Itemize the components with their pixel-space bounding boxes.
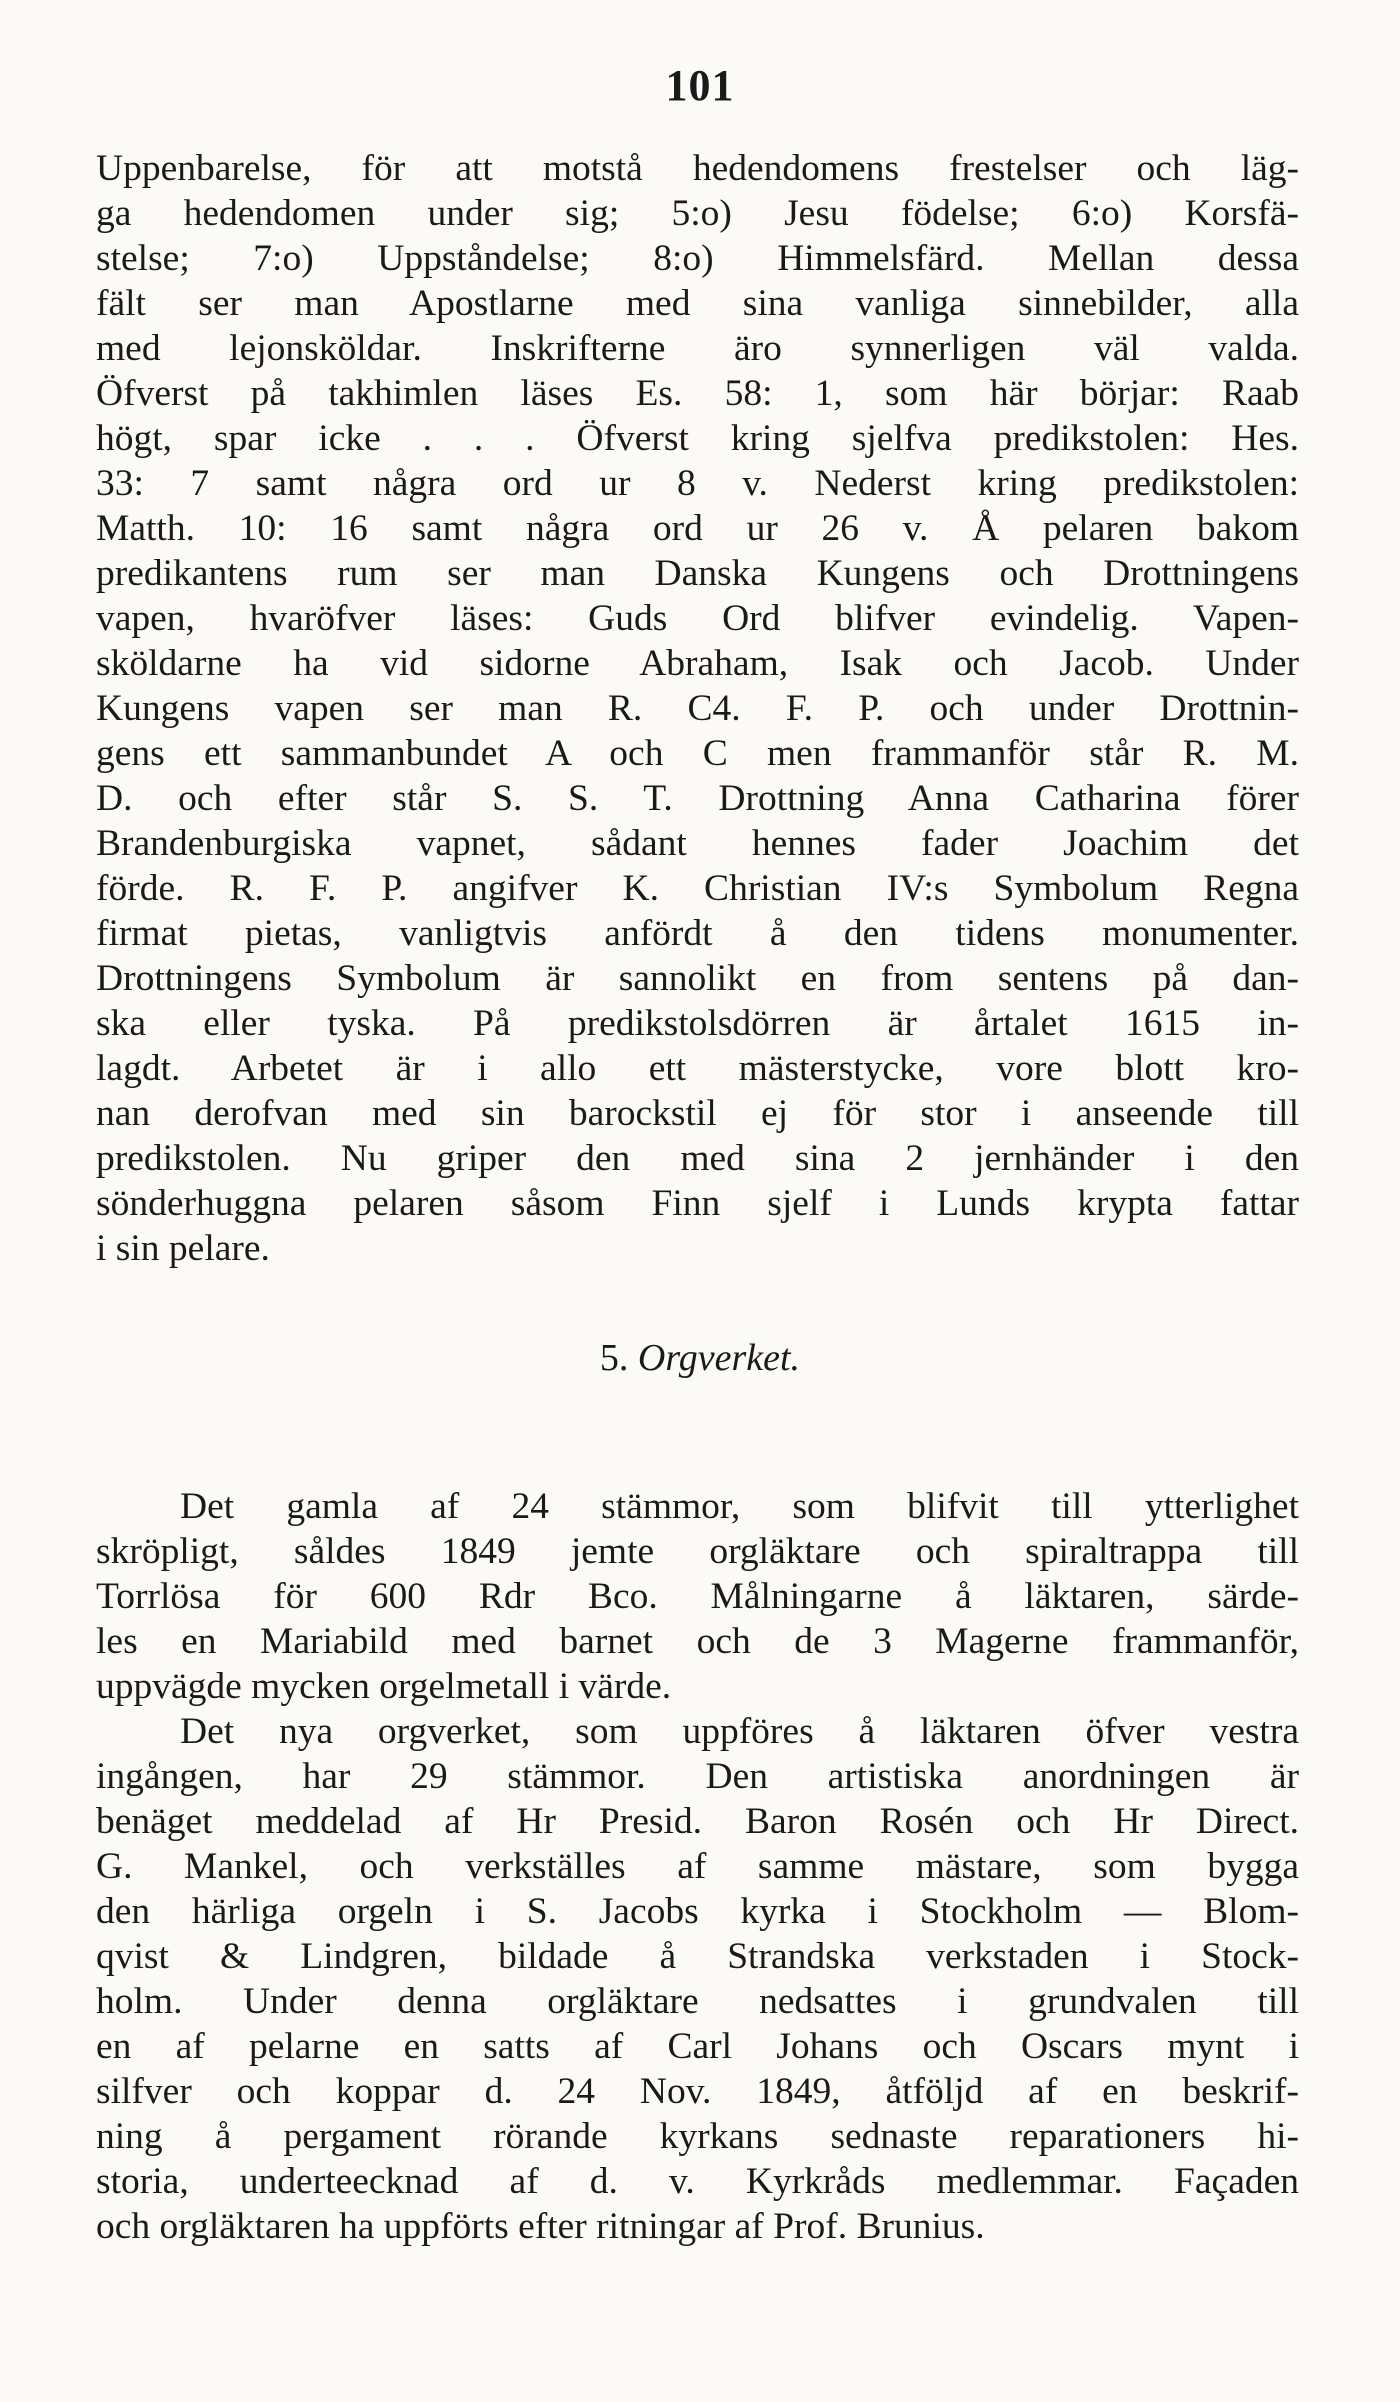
text-line: Brandenburgiska vapnet, sådant hennes fader Joachim det — [96, 823, 1299, 864]
text-line: Öfverst på takhimlen läses Es. 58: 1, som här börjar: Raab — [96, 373, 1299, 414]
text-line: uppvägde mycken orgelmetall i värde. — [96, 1666, 672, 1707]
text-line: med lejonsköldar. Inskrifterne äro synnerligen väl valda. — [96, 328, 1299, 369]
text-line: den härliga orgeln i S. Jacobs kyrka i Stockholm — Blom- — [96, 1891, 1299, 1932]
text-line: gens ett sammanbundet A och C men frammanför står R. M. — [96, 733, 1299, 774]
text-line: högt, spar icke . . . Öfverst kring sjelfva predikstolen: Hes. — [96, 418, 1299, 459]
text-line: benäget meddelad af Hr Presid. Baron Rosén och Hr Direct. — [96, 1801, 1299, 1842]
text-line: Det gamla af 24 stämmor, som blifvit till ytterlighet — [180, 1486, 1299, 1527]
text-line: fält ser man Apostlarne med sina vanliga sinnebilder, alla — [96, 283, 1299, 324]
text-line: 33: 7 samt några ord ur 8 v. Nederst kring predikstolen: — [96, 463, 1299, 504]
text-line: ga hedendomen under sig; 5:o) Jesu födelse; 6:o) Korsfä- — [96, 193, 1299, 234]
text-line: Det nya orgverket, som uppföres å läktaren öfver vestra — [180, 1711, 1299, 1752]
text-line: G. Mankel, och verkställes af samme mästare, som bygga — [96, 1846, 1299, 1887]
text-line: Matth. 10: 16 samt några ord ur 26 v. Å pelaren bakom — [96, 508, 1299, 549]
text-line: storia, underteecknad af d. v. Kyrkråds medlemmar. Façaden — [96, 2161, 1299, 2202]
text-line: en af pelarne en satts af Carl Johans och Oscars mynt i — [96, 2026, 1299, 2067]
text-line: ingången, har 29 stämmor. Den artistiska anordningen är — [96, 1756, 1299, 1797]
text-line: predikstolen. Nu griper den med sina 2 jernhänder i den — [96, 1138, 1299, 1179]
text-line: nan derofvan med sin barockstil ej för stor i anseende till — [96, 1093, 1299, 1134]
paragraph-pulpit-description — [96, 146, 1299, 1271]
text-line: sönderhuggna pelaren såsom Finn sjelf i Lunds krypta fattar — [96, 1183, 1299, 1224]
text-line: Drottningens Symbolum är sannolikt en from sentens på dan- — [96, 958, 1299, 999]
text-line: ska eller tyska. På predikstolsdörren är årtalet 1615 in- — [96, 1003, 1299, 1044]
text-line: stelse; 7:o) Uppståndelse; 8:o) Himmelsfärd. Mellan dessa — [96, 238, 1299, 279]
organ-section-body — [96, 1484, 1299, 2249]
text-line: silfver och koppar d. 24 Nov. 1849, åtföljd af en beskrif- — [96, 2071, 1299, 2112]
text-line: Uppenbarelse, för att motstå hedendomens frestelser och läg- — [96, 148, 1299, 189]
text-line: och orgläktaren ha uppförts efter ritningar af Prof. Brunius. — [96, 2206, 985, 2247]
text-line: lagdt. Arbetet är i allo ett mästerstycke, vore blott kro- — [96, 1048, 1299, 1089]
section-heading — [0, 1336, 1400, 1381]
text-line: firmat pietas, vanligtvis anfördt å den tidens monumenter. — [96, 913, 1299, 954]
text-line: förde. R. F. P. angifver K. Christian IV:s Symbolum Regna — [96, 868, 1299, 909]
section-number: 5. — [599, 1337, 629, 1379]
section-title: Orgverket. — [637, 1337, 801, 1379]
text-line: holm. Under denna orgläktare nedsattes i grundvalen till — [96, 1981, 1299, 2022]
text-line: predikantens rum ser man Danska Kungens och Drottningens — [96, 553, 1299, 594]
text-line: sköldarne ha vid sidorne Abraham, Isak och Jacob. Under — [96, 643, 1299, 684]
paragraph-new-organ — [96, 1709, 1299, 2249]
paragraph-old-organ — [96, 1484, 1299, 1709]
text-line: qvist & Lindgren, bildade å Strandska verkstaden i Stock- — [96, 1936, 1299, 1977]
text-line: D. och efter står S. S. T. Drottning Anna Catharina förer — [96, 778, 1299, 819]
page-number: 101 — [665, 61, 735, 110]
text-line: ning å pergament rörande kyrkans sednaste reparationers hi- — [96, 2116, 1299, 2157]
text-line: skröpligt, såldes 1849 jemte orgläktare och spiraltrappa till — [96, 1531, 1299, 1572]
text-line: vapen, hvaröfver läses: Guds Ord blifver evindelig. Vapen- — [96, 598, 1299, 639]
text-line: i sin pelare. — [96, 1228, 270, 1269]
text-line: Kungens vapen ser man R. C4. F. P. och under Drottnin- — [96, 688, 1299, 729]
text-line: Torrlösa för 600 Rdr Bco. Målningarne å läktaren, särde- — [96, 1576, 1299, 1617]
text-line: les en Mariabild med barnet och de 3 Magerne frammanför, — [96, 1621, 1299, 1662]
